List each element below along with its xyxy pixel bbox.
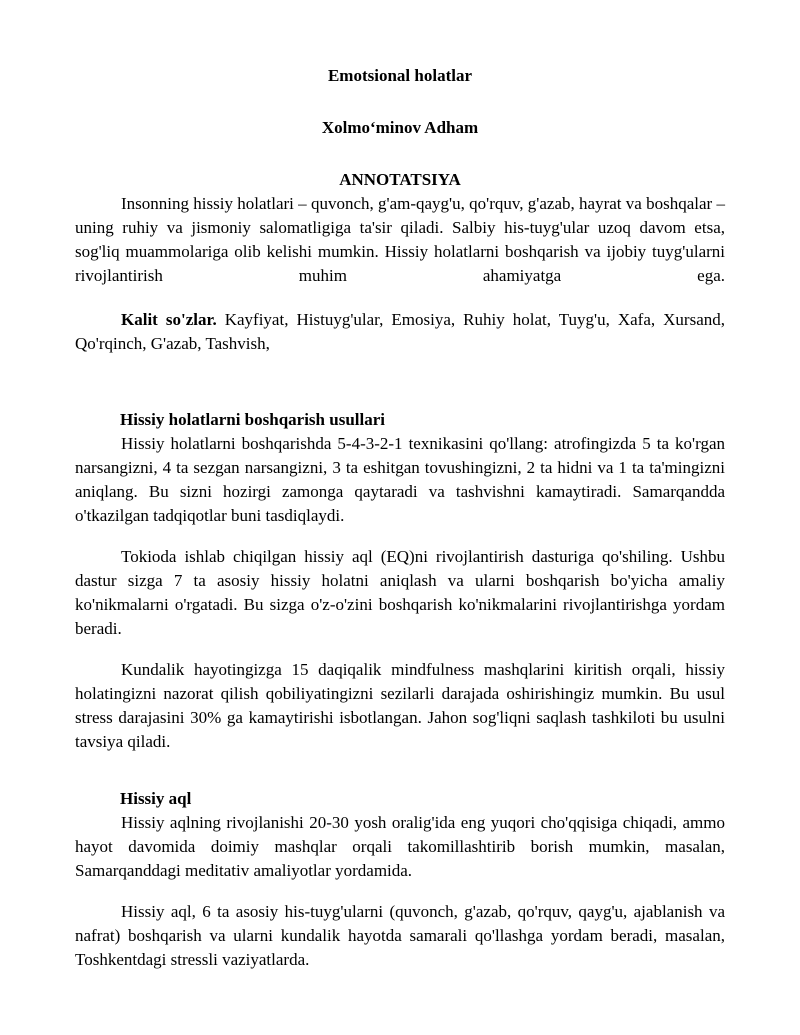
body-paragraph: Hissiy aqlning rivojlanishi 20-30 yosh oralig'ida eng yuqori cho'qqisiga chiqadi, ammo hayot davomida doimiy mashqlar orqali takomillashtirib borish mumkin, masalan, Samarqanddagi meditativ amaliyotlar yordamida.: [75, 813, 725, 880]
body-paragraph: Hissiy holatlarni boshqarishda 5-4-3-2-1 texnikasini qo'llang: atrofingizda 5 ta ko'rgan narsangizni, 4 ta sezgan narsangizni, 3 ta eshitgan tovushingizni, 2 ta hidni va 1 ta ta'mingizni aniqlang. Bu sizni hozirgi zamonga qaytaradi va tashvishni kamaytiradi. Samarqandda o'tkazilgan tadqiqotlar buni tasdiqlaydi.: [75, 434, 725, 525]
body-paragraph: Hissiy aql, 6 ta asosiy his-tuyg'ularni (quvonch, g'azab, qo'rquv, qayg'u, ajablanish va nafrat) boshqarish va ularni kundalik hayotda samarali qo'llashga yordam beradi, masalan, Toshkentdagi stressli vaziyatlarda.: [75, 902, 725, 969]
author-name: Xolmo‘minov Adham: [321, 118, 479, 137]
section-heading-emotional-intelligence: Hissiy aql: [120, 789, 192, 808]
annotation-paragraph: Insonning hissiy holatlari – quvonch, g'am-qayg'u, qo'rquv, g'azab, hayrat va boshqalar – uning ruhiy va jismoniy salomatligiga ta'sir qiladi. Salbiy his-tuyg'ular uzoq davom etsa, sog'liq muammolariga olib kelishi mumkin. Hissiy holatlarni boshqarish va ijobiy tuyg'ularni rivojlantirish muhim ahamiyatga ega.: [75, 194, 725, 285]
document-title: Emotsional holatlar: [327, 66, 473, 85]
body-paragraph: Kundalik hayotingizga 15 daqiqalik mindfulness mashqlarini kiritish orqali, hissiy holatingizni nazorat qilish qobiliyatingizni sezilarli darajada oshirishingiz mumkin. Bu usul stress darajasini 30% ga kamaytirishi isbotlangan. Jahon sog'liqni saqlash tashkiloti bu usulni tavsiya qiladi.: [75, 660, 725, 751]
keywords-paragraph: [75, 308, 725, 356]
keywords-list: Kayfiyat, Histuyg'ular, Emosiya, Ruhiy holat, Tuyg'u, Xafa, Xursand, Qo'rqinch, G'azab, Tashvish,: [75, 310, 725, 353]
section-heading-management-methods: Hissiy holatlarni boshqarish usullari: [120, 410, 385, 429]
body-paragraph: Tokioda ishlab chiqilgan hissiy aql (EQ)ni rivojlantirish dasturiga qo'shiling. Ushbu dastur sizga 7 ta asosiy hissiy holatni aniqlash va ularni boshqarish bo'yicha amaliy ko'nikmalarni o'rgatadi. Bu sizga o'z-o'zini boshqarish ko'nikmalarini rivojlantirishga yordam beradi.: [75, 547, 725, 638]
annotation-heading: ANNOTATSIYA: [339, 170, 461, 189]
keywords-label: Kalit so'zlar.: [121, 310, 217, 329]
